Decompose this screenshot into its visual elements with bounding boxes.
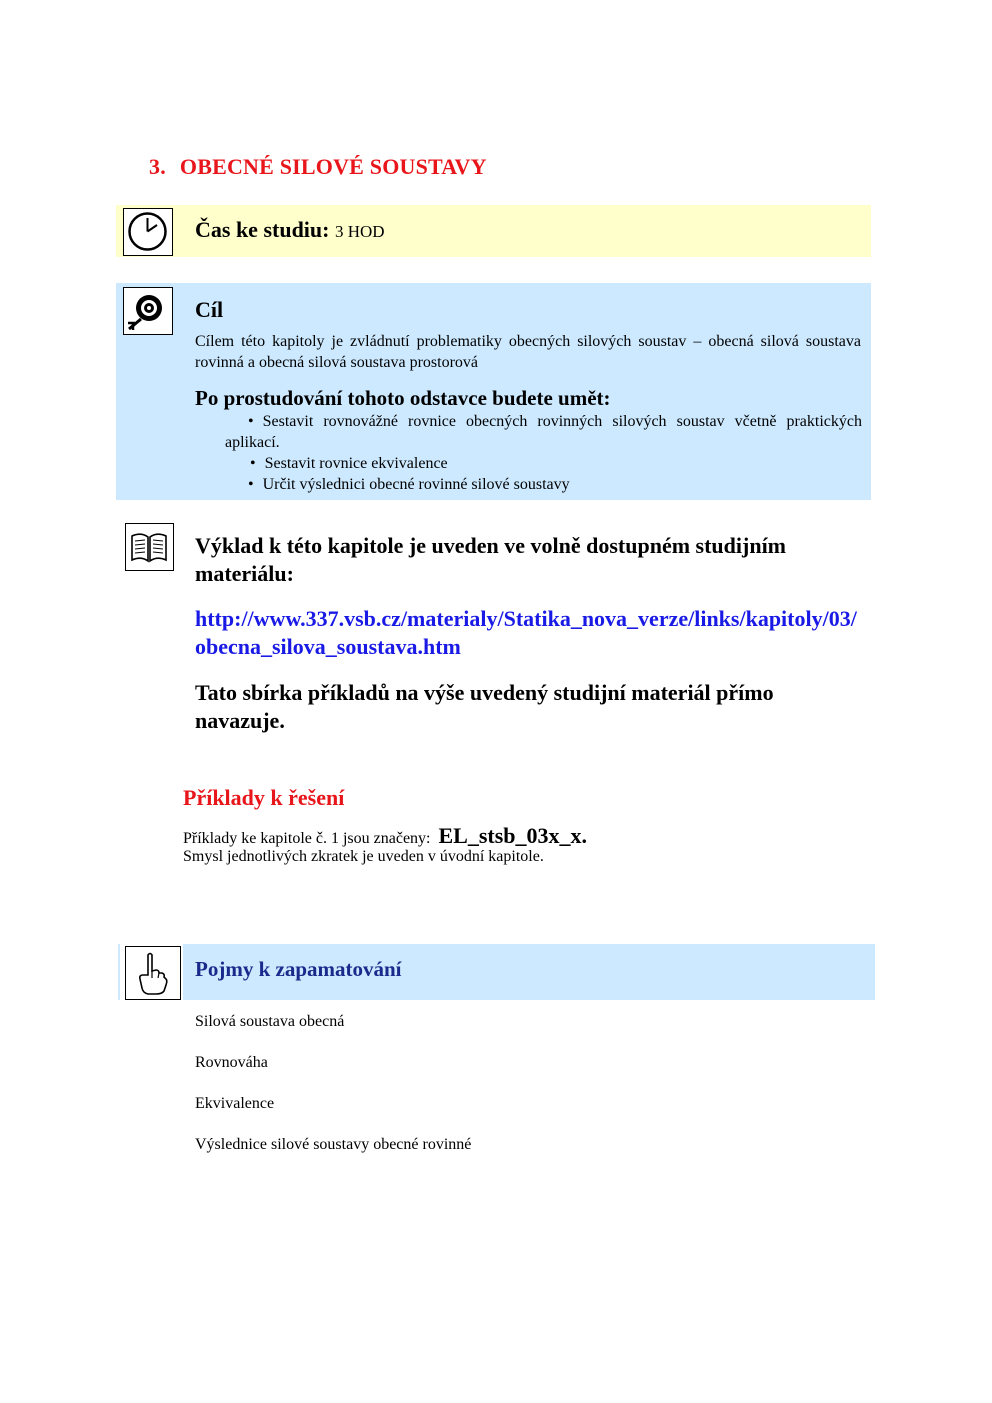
outcomes-list [225,411,862,495]
clock-icon [123,208,173,256]
terms-heading: Pojmy k zapamatování [195,957,402,981]
list-item: • Sestavit rovnovážné rovnice obecných rovinných silových soustav včetně praktických aplikací. [225,413,862,451]
list-item: • Určit výslednici obecné rovinné silové soustavy [248,476,570,493]
examples-note: Smysl jednotlivých zkratek je uveden v úvodní kapitole. [183,848,544,865]
term-item: Výslednice silové soustavy obecné rovinné [195,1136,472,1153]
examples-description [183,823,587,849]
study-time-label: Čas ke studiu: [195,217,330,242]
lecture-note: Tato sbírka příkladů na výše uvedený studijní materiál přímo navazuje. [195,680,774,733]
term-item: Ekvivalence [195,1095,275,1112]
study-time [195,217,385,243]
study-material-link[interactable]: http://www.337.vsb.cz/materialy/Statika_nova_verze/links/kapitoly/03/obecna_silova_soustava.htm [195,606,857,659]
examples-code: EL_stsb_03x_x. [438,823,588,848]
lecture-heading: Výklad k této kapitole je uveden ve volně dostupném studijním materiálu: [195,533,787,586]
terms-box-edge [118,944,120,1000]
outcomes-heading: Po prostudování tohoto odstavce budete umět: [195,386,611,410]
examples-label: Příklady ke kapitole č. 1 jsou značeny: [183,830,431,847]
goal-text: Cílem této kapitoly je zvládnutí problematiky obecných silových soustav – obecná silová soustava rovinná a obecná silová soustava prostorová [195,333,861,371]
examples-heading: Příklady k řešení [183,785,345,810]
term-item: Rovnováha [195,1054,268,1071]
goal-heading: Cíl [195,297,224,322]
pointing-hand-icon [125,946,181,1000]
chapter-title-text: OBECNÉ SILOVÉ SOUSTAVY [179,154,487,179]
chapter-number: 3. [149,154,166,179]
list-item: • Sestavit rovnice ekvivalence [250,455,448,472]
chapter-title [149,154,487,180]
book-icon [125,523,174,571]
study-time-value: 3 HOD [334,222,385,241]
term-item: Silová soustava obecná [195,1013,345,1030]
target-icon [123,287,173,335]
